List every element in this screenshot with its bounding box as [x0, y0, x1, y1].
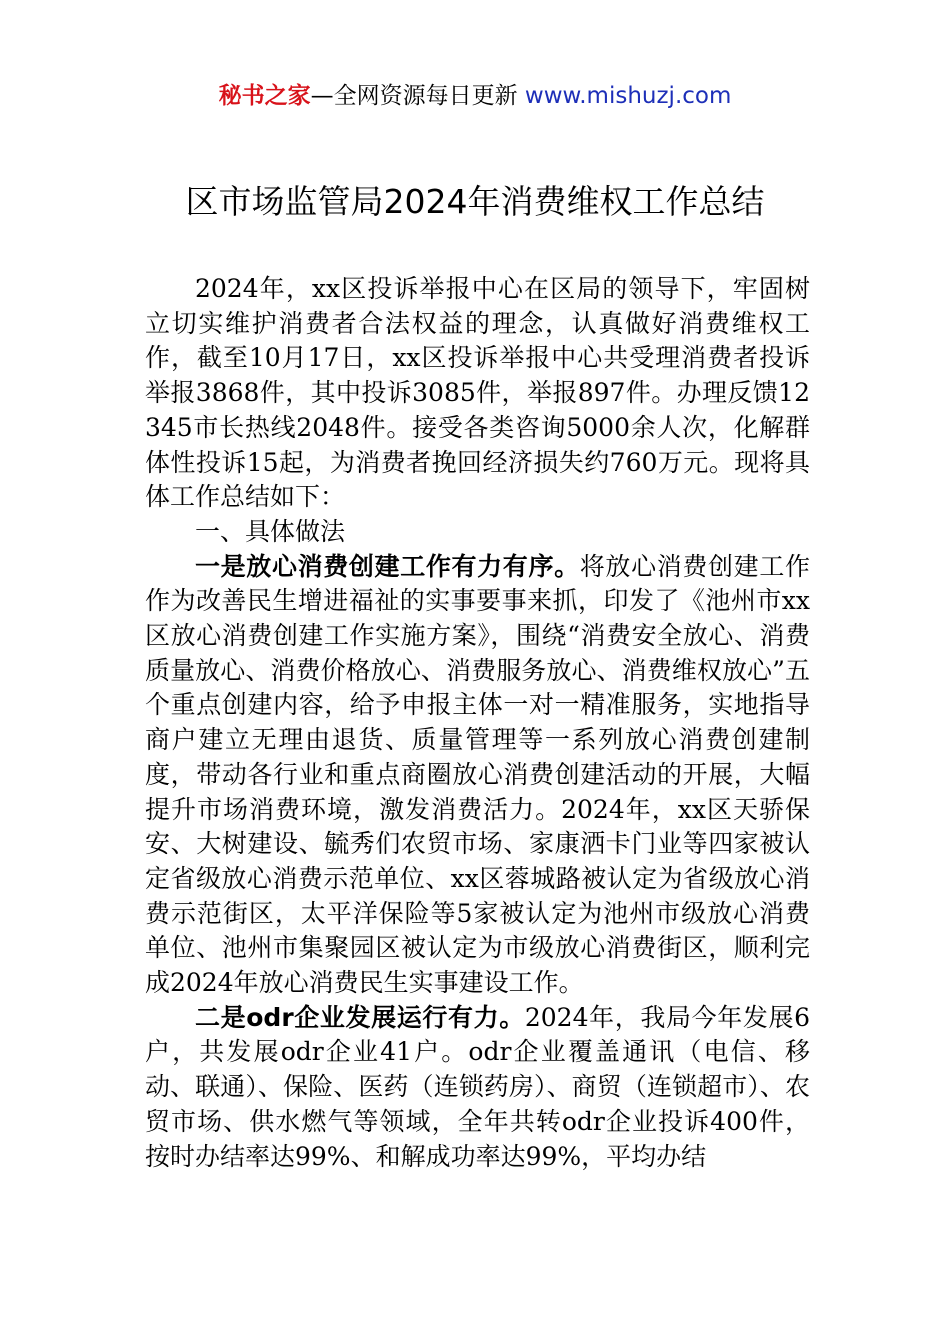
section-heading: 一、具体做法 — [195, 516, 346, 546]
document-title: 区市场监管局2024年消费维权工作总结 — [185, 182, 765, 221]
document-body — [145, 272, 810, 1174]
site-url-link[interactable]: www.mishuzj.com — [524, 83, 732, 109]
site-header — [0, 80, 950, 112]
item-text-2: 2024年，我局今年发展6户，共发展odr企业41户。odr企业覆盖通讯（电信、移动、联通）、保险、医药（连锁药房）、商贸（连锁超市）、农贸市场、供水燃气等领域，全年共转odr企业投诉400件，按时办结率达99%、和解成功率达99%，平均办结 — [145, 1002, 811, 1171]
site-tagline: —全网资源每日更新 — [310, 83, 518, 109]
intro-paragraph: 2024年，xx区投诉举报中心在区局的领导下，牢固树立切实维护消费者合法权益的理念，认真做好消费维权工作，截至10月17日，xx区投诉举报中心共受理消费者投诉举报3868件，其中投诉3085件，举报897件。办理反馈12345市长热线2048件。接受各类咨询5000余人次，化解群体性投诉15起，为消费者挽回经济损失约760万元。现将具体工作总结如下： — [145, 274, 810, 512]
item-paragraph-2 — [145, 1001, 810, 1175]
item-text-1: 将放心消费创建工作作为改善民生增进福祉的实事要事来抓，印发了《池州市xx区放心消费创建工作实施方案》，围绕“消费安全放心、消费质量放心、消费价格放心、消费服务放心、消费维权放心”五个重点创建内容，给予申报主体一对一精准服务，实地指导商户建立无理由退货、质量管理等一系列放心消费创建制度，带动各行业和重点商圈放心消费创建活动的开展，大幅提升市场消费环境，激发消费活力。2024年，xx区天骄保安、大树建设、毓秀们农贸市场、家康洒卡门业等四家被认定省级放心消费示范单位、xx区蓉城路被认定为省级放心消费示范街区，太平洋保险等5家被认定为池州市级放心消费单位、池州市集聚园区被认定为市级放心消费街区，顺利完成2024年放心消费民生实事建设工作。 — [145, 551, 810, 998]
item-paragraph-1 — [145, 550, 810, 1001]
item-lead-2: 二是odr企业发展运行有力。 — [195, 1002, 525, 1032]
item-lead-1: 一是放心消费创建工作有力有序。 — [195, 551, 580, 581]
site-brand: 秘书之家 — [218, 83, 311, 109]
